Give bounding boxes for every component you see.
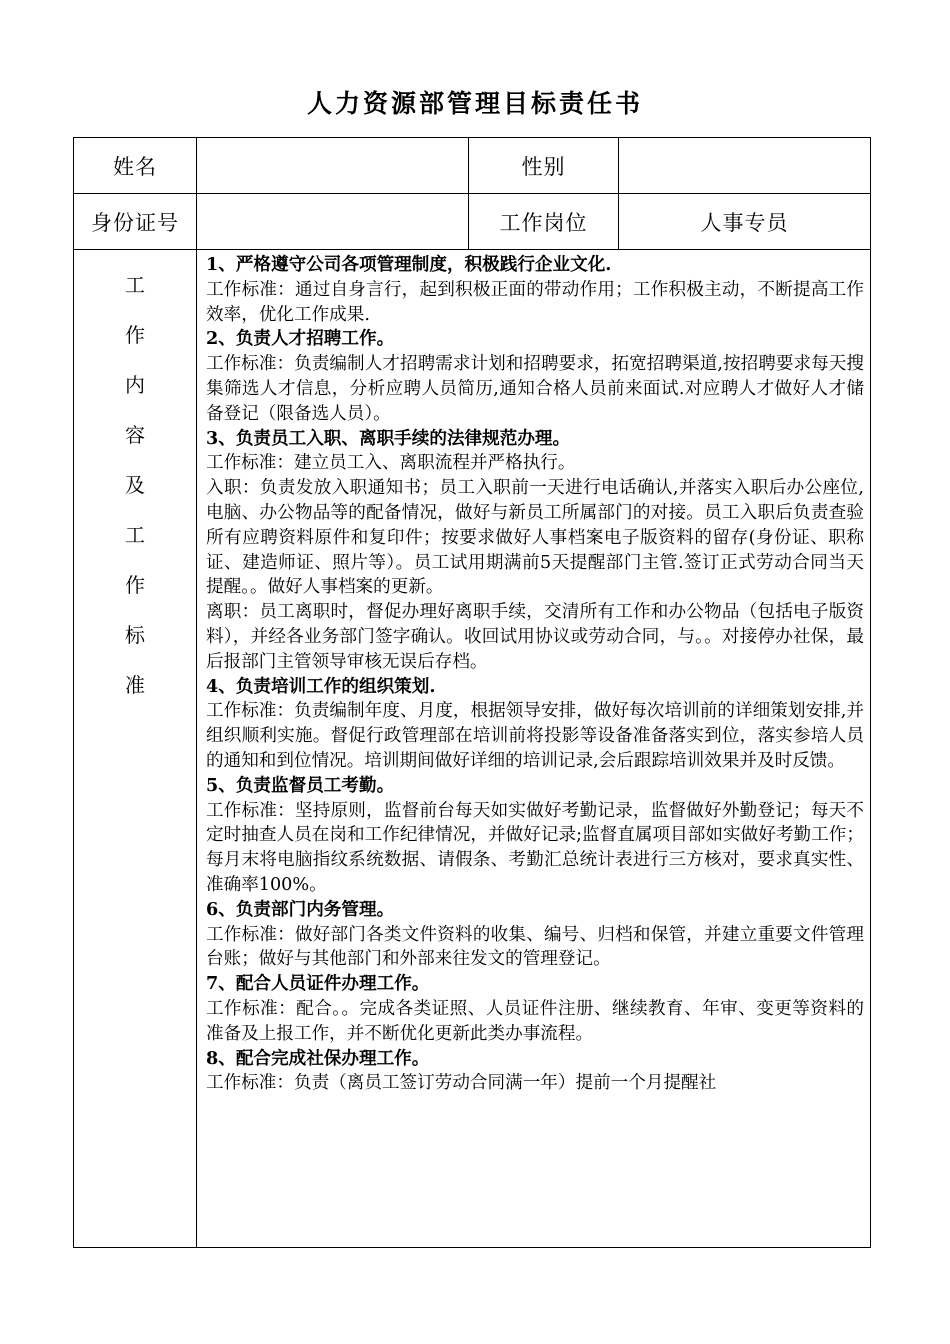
item-paragraph: 入职：负责发放入职通知书；员工入职前一天进行电话确认,并落实入职后办公座位,电脑、办公物品等的配备情况，做好与新员工所属部门的对接。员工入职后负责查验所有应聘资料原件和复印件；按要求做好人事档案电子版资料的留存(身份证、职称证、建造师证、照片等）。员工试用期满前5天提醒部门主管.签订正式劳动合同当天提醒。。做好人事档案的更新。 (206, 478, 864, 598)
item-paragraph: 工作标准：负责编制年度、月度，根据领导安排，做好每次培训前的详细策划安排,并组织顺利实施。督促行政管理部在培训前将投影等设备准备落实到位，落实参培人员的通知和到位情况。培训期间做好详细的培训记录,会后跟踪培训效果并及时反馈。 (206, 701, 864, 771)
item-paragraph: 工作标准：做好部门各类文件资料的收集、编号、归档和保管，并建立重要文件管理台账；做好与其他部门和外部来往发文的管理登记。 (206, 924, 864, 970)
section-label-char: 及 (125, 473, 145, 497)
item-heading: 8、配合完成社保办理工作。 (206, 1047, 430, 1069)
work-content (197, 250, 871, 1248)
section-label-char: 作 (125, 323, 145, 347)
document-title: 人力资源部管理目标责任书 (306, 89, 643, 118)
section-label (74, 250, 197, 1248)
item-heading: 2、负责人才招聘工作。 (206, 328, 395, 350)
section-label-char: 内 (125, 373, 145, 397)
form-row-name (74, 138, 871, 194)
gender-field[interactable] (619, 138, 871, 194)
item-heading: 5、负责监督员工考勤。 (206, 774, 395, 796)
name-label: 姓名 (74, 138, 197, 194)
item-heading: 1、严格遵守公司各项管理制度，积极践行企业文化. (206, 254, 612, 275)
position-label: 工作岗位 (469, 194, 619, 250)
gender-label: 性别 (469, 138, 619, 194)
responsibility-form (73, 137, 871, 1248)
id-label: 身份证号 (74, 194, 197, 250)
section-label-char: 容 (125, 423, 145, 447)
item-paragraph: 工作标准：负责编制人才招聘需求计划和招聘要求，拓宽招聘渠道,按招聘要求每天搜集筛选人才信息，分析应聘人员简历,通知合格人员前来面试.对应聘人才做好人才储备登记（限备选人员）。 (206, 354, 864, 424)
item-heading: 7、配合人员证件办理工作。 (206, 973, 430, 995)
item-paragraph: 工作标准：建立员工入、离职流程并严格执行。 (206, 453, 576, 474)
item-heading: 4、负责培训工作的组织策划. (206, 675, 436, 697)
item-heading: 6、负责部门内务管理。 (206, 898, 395, 920)
form-row-content (74, 250, 871, 1248)
section-label-char: 工 (125, 273, 145, 297)
position-field[interactable]: 人事专员 (619, 194, 871, 250)
item-paragraph: 离职：员工离职时，督促办理好离职手续，交清所有工作和办公物品（包括电子版资料），并经各业务部门签字确认。收回试用协议或劳动合同，与。。对接停办社保，最后报部门主管领导审核无误后存档。 (206, 602, 864, 672)
item-paragraph: 工作标准：通过自身言行，起到积极正面的带动作用；工作积极主动，不断提高工作效率，优化工作成果. (206, 279, 864, 325)
item-paragraph: 工作标准：配合。。完成各类证照、人员证件注册、继续教育、年审、变更等资料的准备及上报工作，并不断优化更新此类办事流程。 (206, 998, 864, 1044)
section-label-char: 标 (125, 623, 145, 647)
item-paragraph: 工作标准：负责（离员工签订劳动合同满一年）提前一个月提醒社 (206, 1073, 717, 1094)
content-viewport (206, 253, 864, 1245)
section-label-char: 作 (125, 573, 145, 597)
form-row-id (74, 194, 871, 250)
section-label-char: 工 (125, 523, 145, 547)
item-heading: 3、负责员工入职、离职手续的法律规范办理。 (206, 427, 571, 449)
section-label-char: 准 (125, 673, 145, 697)
name-field[interactable] (197, 138, 469, 194)
id-field[interactable] (197, 194, 469, 250)
item-paragraph: 工作标准：坚持原则，监督前台每天如实做好考勤记录，监督做好外勤登记；每天不定时抽查人员在岗和工作纪律情况，并做好记录;监督直属项目部如实做好考勤工作；每月末将电脑指纹系统数据、请假条、考勤汇总统计表进行三方核对，要求真实性、准确率100%。 (206, 800, 864, 895)
